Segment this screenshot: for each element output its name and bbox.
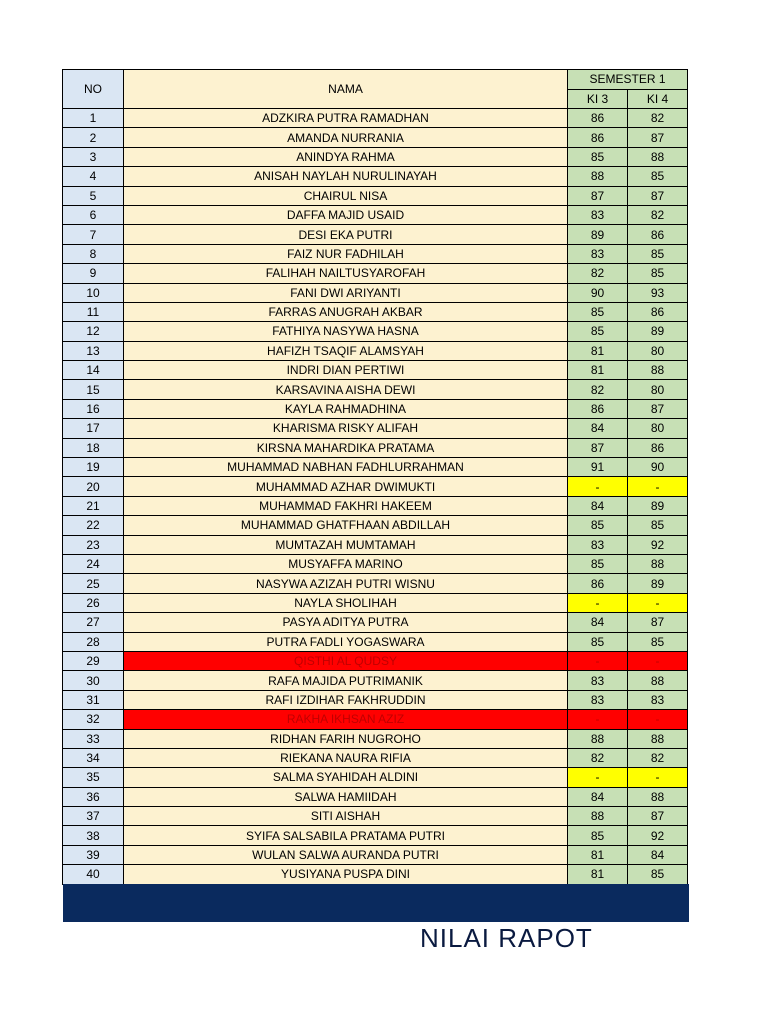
cell-no: 3 [63, 147, 124, 166]
cell-nama: MUHAMMAD AZHAR DWIMUKTI [124, 477, 568, 496]
cell-ki3: 85 [568, 516, 628, 535]
cell-no: 34 [63, 748, 124, 767]
cell-nama: SALWA HAMIIDAH [124, 787, 568, 806]
cell-ki4: 87 [628, 613, 688, 632]
table-row [63, 264, 688, 283]
cell-nama: MUHAMMAD GHATFHAAN ABDILLAH [124, 516, 568, 535]
table-row [63, 244, 688, 263]
cell-ki4: - [628, 593, 688, 612]
table-body [63, 109, 688, 885]
cell-no: 21 [63, 496, 124, 515]
cell-ki4: 90 [628, 458, 688, 477]
table-row [63, 458, 688, 477]
cell-no: 27 [63, 613, 124, 632]
table-row [63, 186, 688, 205]
cell-nama: SYIFA SALSABILA PRATAMA PUTRI [124, 826, 568, 845]
cell-ki4: 88 [628, 787, 688, 806]
cell-nama: FAIZ NUR FADHILAH [124, 244, 568, 263]
table-row [63, 710, 688, 729]
cell-nama: FANI DWI ARIYANTI [124, 283, 568, 302]
header-semester: SEMESTER 1 [568, 70, 688, 90]
cell-ki4: 80 [628, 419, 688, 438]
cell-nama: NASYWA AZIZAH PUTRI WISNU [124, 574, 568, 593]
cell-ki3: 81 [568, 361, 628, 380]
table-row [63, 593, 688, 612]
cell-ki4: 85 [628, 865, 688, 884]
cell-no: 33 [63, 729, 124, 748]
cell-nama: DESI EKA PUTRI [124, 225, 568, 244]
table-row [63, 128, 688, 147]
cell-nama: FARRAS ANUGRAH AKBAR [124, 302, 568, 321]
table-row [63, 477, 688, 496]
cell-ki3: 88 [568, 167, 628, 186]
table-row [63, 845, 688, 864]
cell-ki4: 87 [628, 186, 688, 205]
cell-no: 38 [63, 826, 124, 845]
cell-ki3: 81 [568, 865, 628, 884]
cell-nama: KAYLA RAHMADHINA [124, 399, 568, 418]
cell-nama: MUHAMMAD FAKHRI HAKEEM [124, 496, 568, 515]
cell-nama: RAKHA IKHSAN AZIZ [124, 710, 568, 729]
table-row [63, 283, 688, 302]
table-row [63, 322, 688, 341]
cell-no: 19 [63, 458, 124, 477]
cell-no: 4 [63, 167, 124, 186]
cell-no: 9 [63, 264, 124, 283]
cell-ki4: 82 [628, 109, 688, 128]
header-ki4: KI 4 [628, 89, 688, 109]
table-row [63, 225, 688, 244]
cell-nama: KHARISMA RISKY ALIFAH [124, 419, 568, 438]
cell-ki3: 82 [568, 748, 628, 767]
table-row [63, 729, 688, 748]
cell-nama: NAYLA SHOLIHAH [124, 593, 568, 612]
cell-nama: MUHAMMAD NABHAN FADHLURRAHMAN [124, 458, 568, 477]
cell-ki3: 91 [568, 458, 628, 477]
cell-ki4: 80 [628, 341, 688, 360]
cell-no: 25 [63, 574, 124, 593]
footer-bar [63, 884, 689, 922]
table-row [63, 613, 688, 632]
cell-ki3: 84 [568, 613, 628, 632]
table-row [63, 768, 688, 787]
cell-ki4: 88 [628, 671, 688, 690]
cell-nama: DAFFA MAJID USAID [124, 205, 568, 224]
table-row [63, 535, 688, 554]
cell-no: 11 [63, 302, 124, 321]
cell-ki3: 83 [568, 690, 628, 709]
cell-ki4: 92 [628, 535, 688, 554]
table-row [63, 671, 688, 690]
cell-no: 40 [63, 865, 124, 884]
cell-ki4: - [628, 768, 688, 787]
table-row [63, 341, 688, 360]
cell-ki3: 88 [568, 729, 628, 748]
cell-ki3: 87 [568, 438, 628, 457]
table-row [63, 109, 688, 128]
cell-nama: PASYA ADITYA PUTRA [124, 613, 568, 632]
cell-ki4: 87 [628, 128, 688, 147]
table-row [63, 147, 688, 166]
cell-nama: MUSYAFFA MARINO [124, 554, 568, 573]
cell-no: 26 [63, 593, 124, 612]
cell-no: 23 [63, 535, 124, 554]
cell-no: 1 [63, 109, 124, 128]
cell-ki3: 85 [568, 632, 628, 651]
cell-no: 15 [63, 380, 124, 399]
cell-nama: HAFIZH TSAQIF ALAMSYAH [124, 341, 568, 360]
cell-nama: CHAIRUL NISA [124, 186, 568, 205]
cell-ki3: 88 [568, 807, 628, 826]
cell-ki4: 89 [628, 322, 688, 341]
cell-no: 32 [63, 710, 124, 729]
cell-ki4: 88 [628, 361, 688, 380]
cell-nama: ADZKIRA PUTRA RAMADHAN [124, 109, 568, 128]
cell-no: 16 [63, 399, 124, 418]
cell-no: 6 [63, 205, 124, 224]
cell-nama: RIEKANA NAURA RIFIA [124, 748, 568, 767]
cell-ki4: 92 [628, 826, 688, 845]
table-row [63, 205, 688, 224]
cell-ki3: 89 [568, 225, 628, 244]
cell-nama: ANINDYA RAHMA [124, 147, 568, 166]
table-row [63, 167, 688, 186]
cell-nama: KARSAVINA AISHA DEWI [124, 380, 568, 399]
cell-ki3: - [568, 651, 628, 670]
cell-ki4: 85 [628, 244, 688, 263]
cell-no: 37 [63, 807, 124, 826]
cell-ki3: 85 [568, 826, 628, 845]
cell-ki4: 83 [628, 690, 688, 709]
header-no: NO [63, 70, 124, 109]
cell-ki3: 85 [568, 302, 628, 321]
cell-nama: RAFA MAJIDA PUTRIMANIK [124, 671, 568, 690]
cell-ki4: 88 [628, 554, 688, 573]
cell-ki4: 88 [628, 147, 688, 166]
table-row [63, 496, 688, 515]
table-row [63, 574, 688, 593]
cell-ki4: 82 [628, 205, 688, 224]
cell-nama: QISTHI AL QUDSY [124, 651, 568, 670]
cell-ki4: 86 [628, 302, 688, 321]
cell-no: 39 [63, 845, 124, 864]
cell-ki4: 85 [628, 264, 688, 283]
cell-ki3: 86 [568, 109, 628, 128]
cell-nama: AMANDA NURRANIA [124, 128, 568, 147]
cell-ki3: 81 [568, 341, 628, 360]
table-row [63, 399, 688, 418]
table-row [63, 651, 688, 670]
cell-ki3: 85 [568, 554, 628, 573]
cell-nama: WULAN SALWA AURANDA PUTRI [124, 845, 568, 864]
cell-ki3: 84 [568, 496, 628, 515]
cell-nama: PUTRA FADLI YOGASWARA [124, 632, 568, 651]
cell-no: 7 [63, 225, 124, 244]
cell-ki3: 87 [568, 186, 628, 205]
cell-ki4: 93 [628, 283, 688, 302]
cell-ki3: 86 [568, 128, 628, 147]
cell-no: 36 [63, 787, 124, 806]
cell-ki3: 82 [568, 264, 628, 283]
cell-no: 31 [63, 690, 124, 709]
cell-no: 18 [63, 438, 124, 457]
cell-ki3: - [568, 477, 628, 496]
cell-ki4: - [628, 710, 688, 729]
cell-ki4: 85 [628, 632, 688, 651]
table-row [63, 361, 688, 380]
cell-ki4: 89 [628, 496, 688, 515]
cell-no: 29 [63, 651, 124, 670]
cell-no: 14 [63, 361, 124, 380]
cell-nama: MUMTAZAH MUMTAMAH [124, 535, 568, 554]
cell-ki3: 82 [568, 380, 628, 399]
cell-ki3: - [568, 593, 628, 612]
cell-nama: SITI AISHAH [124, 807, 568, 826]
cell-ki4: 87 [628, 399, 688, 418]
cell-no: 12 [63, 322, 124, 341]
cell-no: 5 [63, 186, 124, 205]
cell-ki4: 88 [628, 729, 688, 748]
cell-nama: INDRI DIAN PERTIWI [124, 361, 568, 380]
table-row [63, 380, 688, 399]
table-row [63, 632, 688, 651]
table-row [63, 438, 688, 457]
cell-ki4: 89 [628, 574, 688, 593]
cell-no: 13 [63, 341, 124, 360]
footer-title: NILAI RAPOT [420, 923, 593, 948]
cell-ki4: - [628, 651, 688, 670]
table-row [63, 748, 688, 767]
cell-ki3: 85 [568, 322, 628, 341]
cell-ki4: 85 [628, 167, 688, 186]
cell-no: 10 [63, 283, 124, 302]
cell-nama: FALIHAH NAILTUSYAROFAH [124, 264, 568, 283]
cell-ki4: 87 [628, 807, 688, 826]
cell-no: 35 [63, 768, 124, 787]
cell-ki4: 84 [628, 845, 688, 864]
table-row [63, 787, 688, 806]
cell-ki3: 86 [568, 399, 628, 418]
table-row [63, 302, 688, 321]
cell-ki3: 83 [568, 244, 628, 263]
cell-ki4: 86 [628, 225, 688, 244]
cell-nama: RIDHAN FARIH NUGROHO [124, 729, 568, 748]
table-row [63, 554, 688, 573]
cell-no: 17 [63, 419, 124, 438]
table-row [63, 690, 688, 709]
header-nama: NAMA [124, 70, 568, 109]
cell-no: 8 [63, 244, 124, 263]
cell-ki4: 82 [628, 748, 688, 767]
cell-nama: RAFI IZDIHAR FAKHRUDDIN [124, 690, 568, 709]
header-ki3: KI 3 [568, 89, 628, 109]
table-row [63, 807, 688, 826]
cell-ki3: 83 [568, 205, 628, 224]
cell-ki3: 90 [568, 283, 628, 302]
cell-no: 2 [63, 128, 124, 147]
table-row [63, 419, 688, 438]
cell-ki3: - [568, 768, 628, 787]
cell-no: 30 [63, 671, 124, 690]
cell-ki3: 84 [568, 787, 628, 806]
table-row [63, 826, 688, 845]
cell-no: 24 [63, 554, 124, 573]
cell-ki3: 86 [568, 574, 628, 593]
cell-nama: ANISAH NAYLAH NURULINAYAH [124, 167, 568, 186]
cell-nama: KIRSNA MAHARDIKA PRATAMA [124, 438, 568, 457]
cell-ki4: - [628, 477, 688, 496]
table-row [63, 516, 688, 535]
cell-no: 22 [63, 516, 124, 535]
cell-ki3: 84 [568, 419, 628, 438]
cell-nama: FATHIYA NASYWA HASNA [124, 322, 568, 341]
cell-ki3: 83 [568, 671, 628, 690]
cell-no: 20 [63, 477, 124, 496]
cell-nama: SALMA SYAHIDAH ALDINI [124, 768, 568, 787]
cell-ki3: - [568, 710, 628, 729]
cell-ki3: 81 [568, 845, 628, 864]
cell-ki4: 86 [628, 438, 688, 457]
cell-no: 28 [63, 632, 124, 651]
cell-ki4: 80 [628, 380, 688, 399]
table-row [63, 865, 688, 884]
cell-ki4: 85 [628, 516, 688, 535]
cell-ki3: 83 [568, 535, 628, 554]
cell-nama: YUSIYANA PUSPA DINI [124, 865, 568, 884]
table-header [63, 70, 688, 109]
grades-table [62, 69, 688, 885]
cell-ki3: 85 [568, 147, 628, 166]
